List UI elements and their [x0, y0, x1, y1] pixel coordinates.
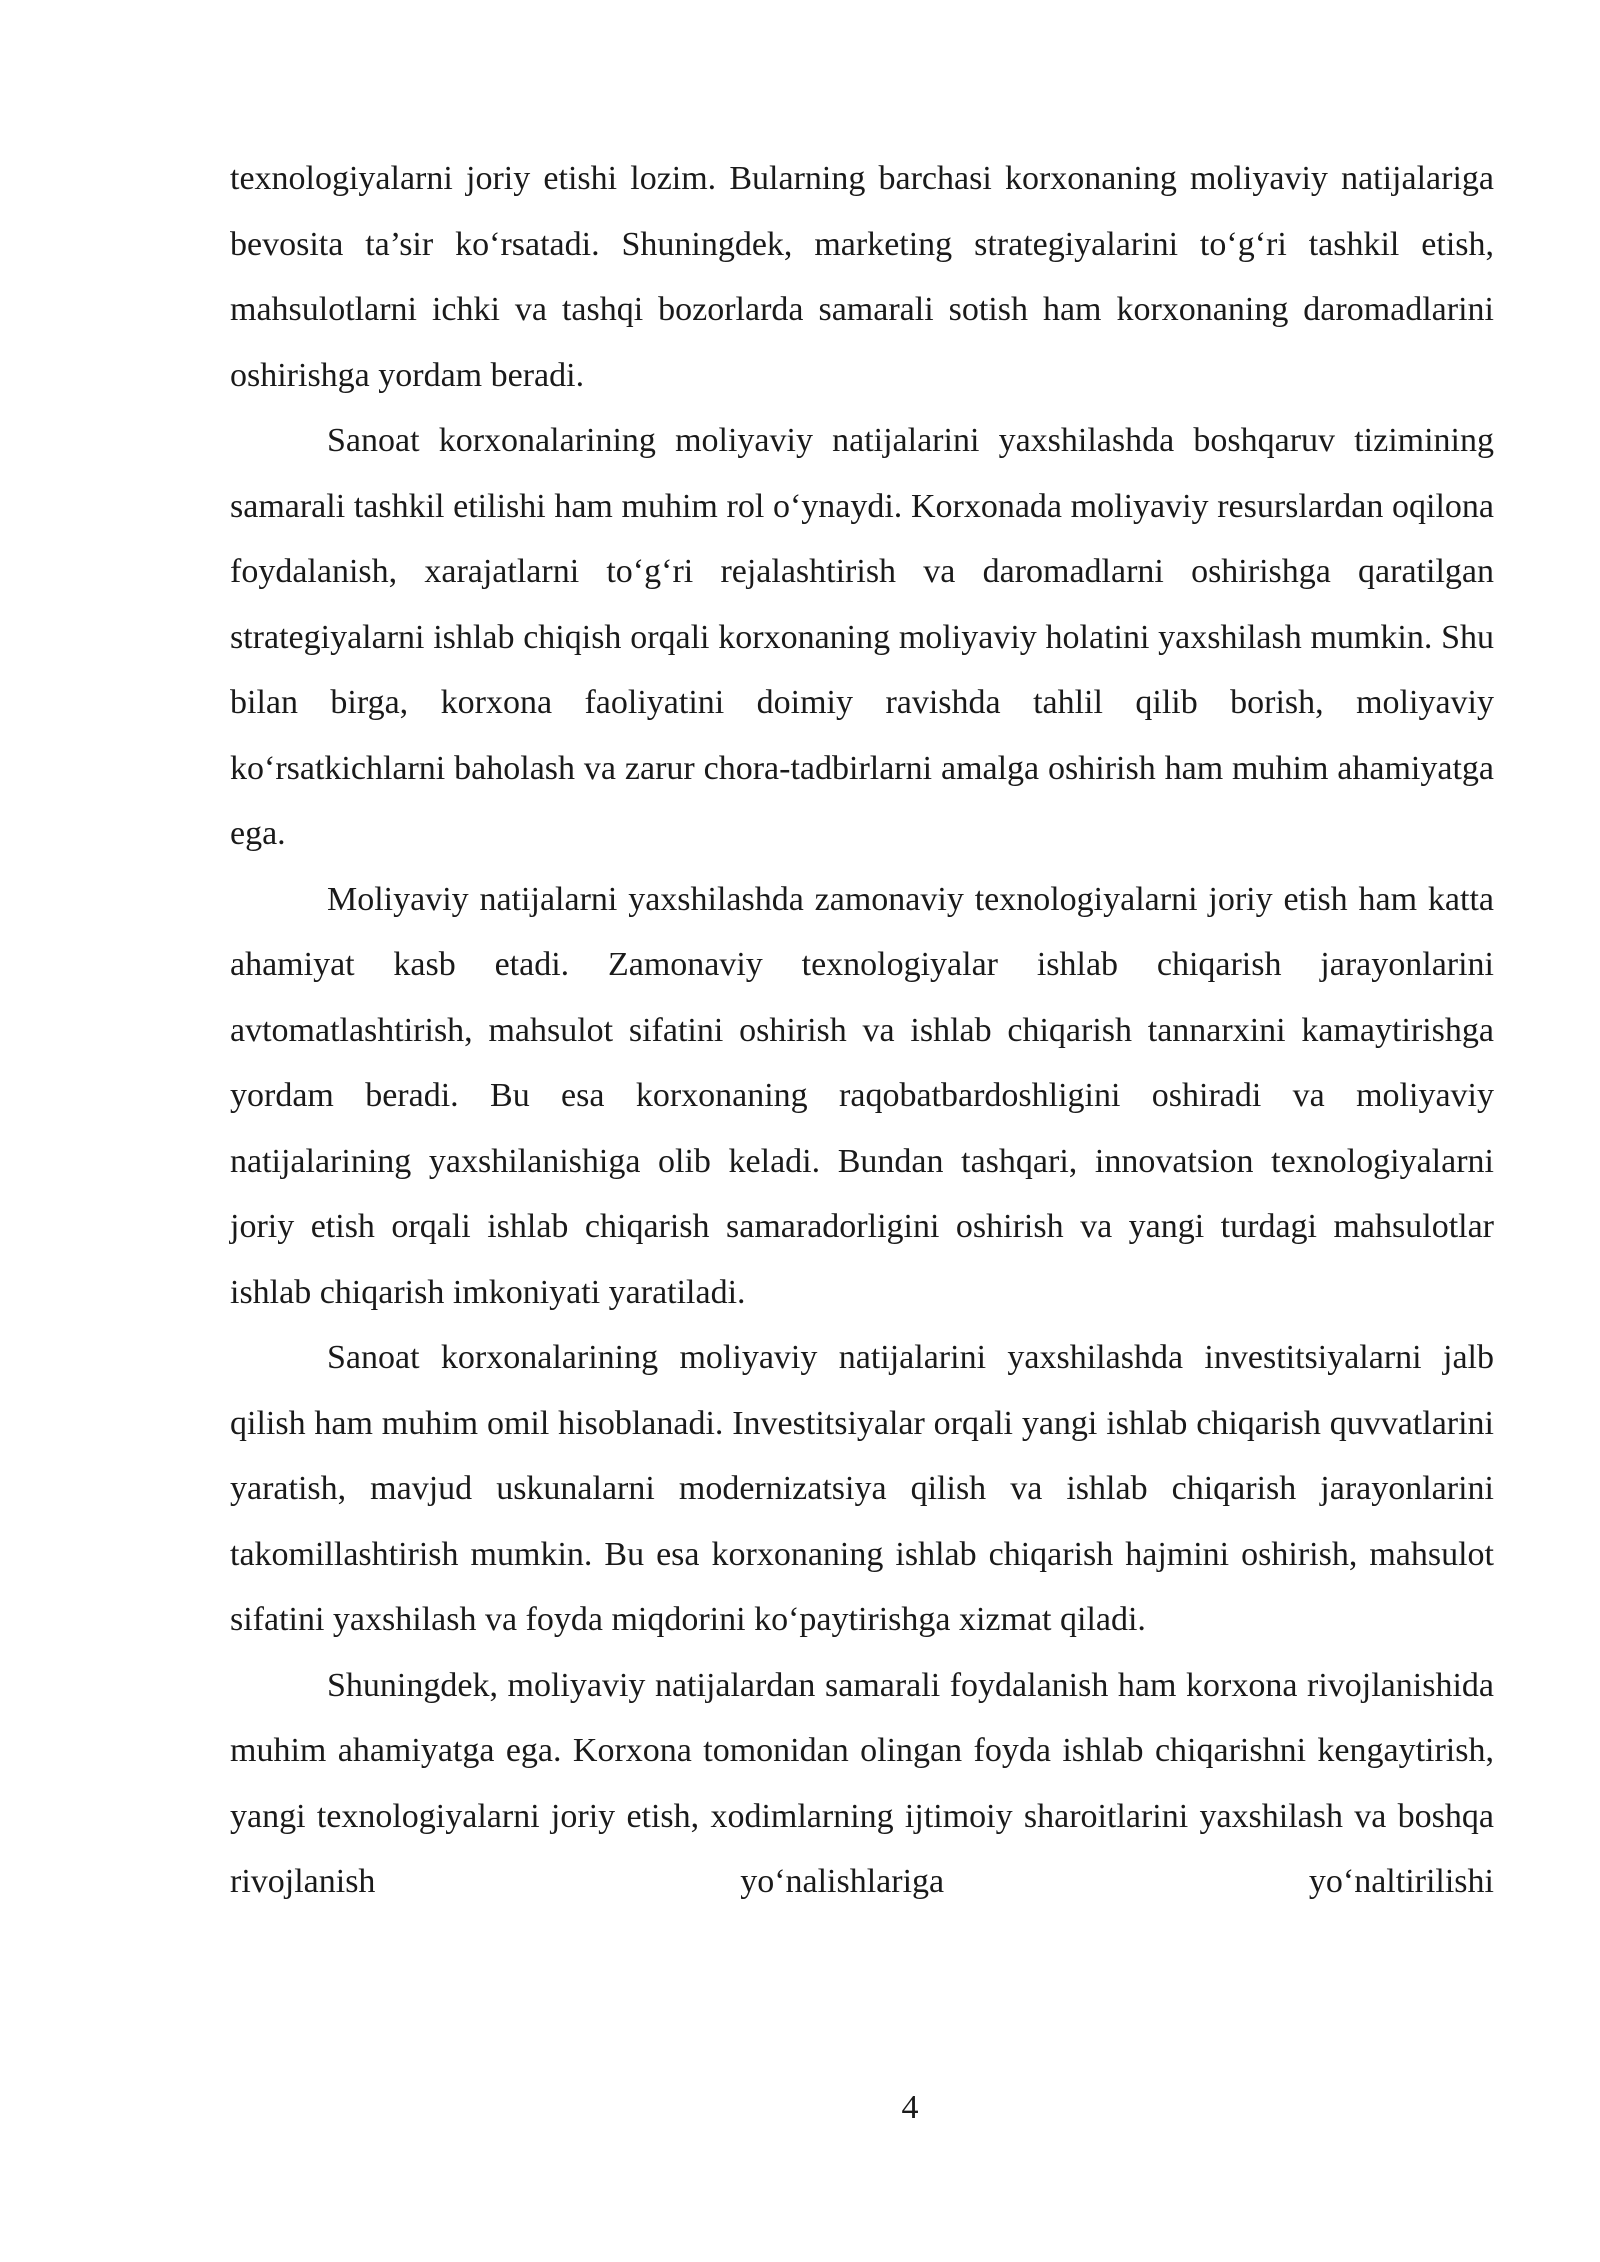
body-text [230, 146, 1494, 1915]
paragraph-profit-use: Shuningdek, moliyaviy natijalardan samarali foydalanish ham korxona rivojlanishida muhim ahamiyatga ega. Korxona tomonidan olingan foyda ishlab chiqarishni kengaytirish, yangi texnologiyalarni joriy etish, xodimlarning ijtimoiy sharoitlarini yaxshilash va boshqa rivojlanish yo‘nalishlariga yo‘naltirilishi [230, 1666, 1494, 1900]
paragraph-modern-technologies: Moliyaviy natijalarni yaxshilashda zamonaviy texnologiyalarni joriy etish ham katta ahamiyat kasb etadi. Zamonaviy texnologiyalar ishlab chiqarish jarayonlarini avtomatlashtirish, mahsulot sifatini oshirish va ishlab chiqarish tannarxini kamaytirishga yordam beradi. Bu esa korxonaning raqobatbardoshligini oshiradi va moliyaviy natijalarining yaxshilanishiga olib keladi. Bundan tashqari, innovatsion texnologiyalarni joriy etish orqali ishlab chiqarish samaradorligini oshirish va yangi turdagi mahsulotlar ishlab chiqarish imkoniyati yaratiladi. [230, 880, 1494, 1311]
page-number: 4 [901, 2089, 919, 2126]
paragraph-investments: Sanoat korxonalarining moliyaviy natijalarini yaxshilashda investitsiyalarni jalb qilish ham muhim omil hisoblanadi. Investitsiyalar orqali yangi ishlab chiqarish quvvatlarini yaratish, mavjud uskunalarni modernizatsiya qilish va ishlab chiqarish jarayonlarini takomillashtirish mumkin. Bu esa korxonaning ishlab chiqarish hajmini oshirish, mahsulot sifatini yaxshilash va foyda miqdorini ko‘paytirishga xizmat qiladi. [230, 1339, 1494, 1638]
paragraph-continuation: texnologiyalarni joriy etishi lozim. Bularning barchasi korxonaning moliyaviy natijalariga bevosita ta’sir ko‘rsatadi. Shuningdek, marketing strategiyalarini to‘g‘ri tashkil etish, mahsulotlarni ichki va tashqi bozorlarda samarali sotish ham korxonaning daromadlarini oshirishga yordam beradi. [230, 160, 1494, 394]
paragraph-management-system: Sanoat korxonalarining moliyaviy natijalarini yaxshilashda boshqaruv tizimining samarali tashkil etilishi ham muhim rol o‘ynaydi. Korxonada moliyaviy resurslardan oqilona foydalanish, xarajatlarni to‘g‘ri rejalashtirish va daromadlarni oshirishga qaratilgan strategiyalarni ishlab chiqish orqali korxonaning moliyaviy holatini yaxshilash mumkin. Shu bilan birga, korxona faoliyatini doimiy ravishda tahlil qilib borish, moliyaviy ko‘rsatkichlarni baholash va zarur chora-tadbirlarni amalga oshirish ham muhim ahamiyatga ega. [230, 422, 1494, 852]
